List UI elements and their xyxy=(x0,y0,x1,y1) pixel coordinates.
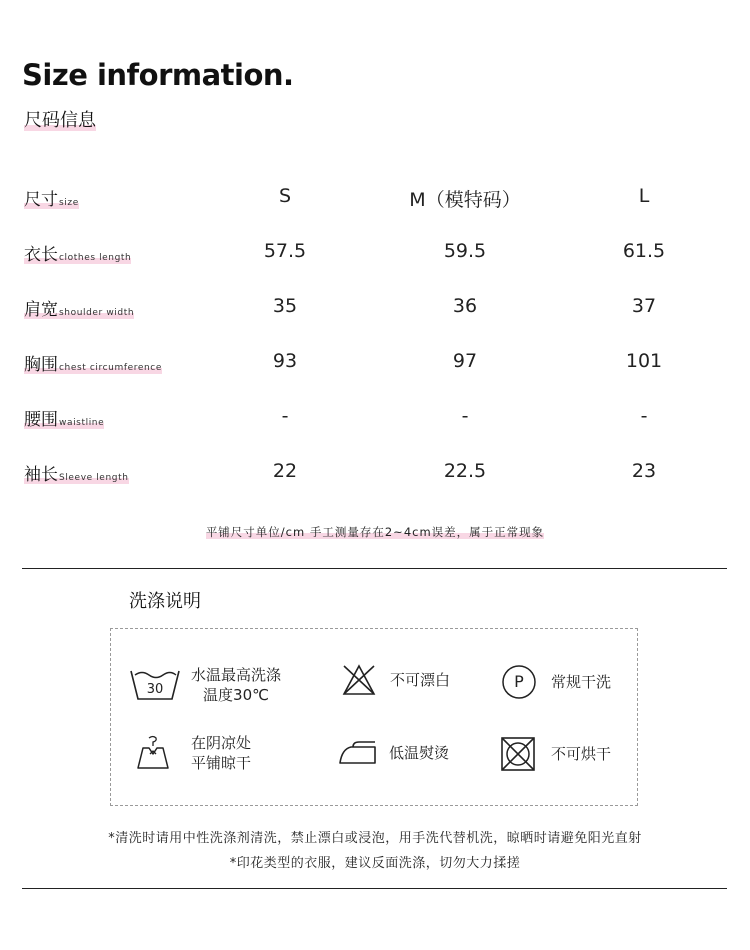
care-text-line: 温度30℃ xyxy=(203,686,269,704)
care-text-line: 水温最高洗涤 xyxy=(191,666,282,684)
care-item-dryclean xyxy=(501,664,611,700)
care-item-tumble xyxy=(499,736,611,772)
care-footnote-1: *清洗时请用中性洗涤剂清洗，禁止漂白或浸泡，用手洗代替机洗，晾晒时请避免阳光直射 xyxy=(108,831,642,846)
row-label xyxy=(24,460,129,485)
care-text: 常规干洗 xyxy=(551,673,612,691)
page-subtitle: 尺码信息 xyxy=(24,106,96,132)
row-label-zh: 尺寸 xyxy=(24,190,58,210)
row-label-zh: 胸围 xyxy=(24,355,58,375)
row-label-en: chest circumference xyxy=(59,363,162,373)
dry-flat-shade-icon xyxy=(133,734,173,772)
row-label-en: Sleeve length xyxy=(59,473,129,483)
care-item-iron xyxy=(337,739,449,767)
row-label xyxy=(24,405,104,430)
wash-30-icon xyxy=(129,667,181,703)
row-label-zh: 衣长 xyxy=(24,245,58,265)
row-label xyxy=(24,295,134,320)
care-text: 不可烘干 xyxy=(551,745,612,763)
divider xyxy=(22,888,727,889)
table-cell: 23 xyxy=(631,460,657,482)
table-cell: 37 xyxy=(631,295,657,317)
size-col-l: L xyxy=(638,185,650,207)
row-label-en: waistline xyxy=(59,418,105,428)
table-row xyxy=(0,460,750,490)
table-cell: - xyxy=(461,405,469,427)
care-title: 洗涤说明 xyxy=(129,591,201,612)
table-cell: 101 xyxy=(625,350,663,372)
care-item-bleach xyxy=(341,663,450,697)
measurement-note xyxy=(0,521,750,540)
size-col-m: M（模特码） xyxy=(409,189,521,211)
row-label xyxy=(24,350,162,375)
dry-clean-p-icon xyxy=(501,664,537,700)
care-text xyxy=(191,733,251,773)
size-table-header-row xyxy=(0,185,750,215)
row-label-zh: 腰围 xyxy=(24,410,58,430)
page-title: Size information. xyxy=(22,58,294,92)
table-cell: 22.5 xyxy=(443,460,487,482)
iron-low-icon xyxy=(337,739,379,767)
table-cell: 93 xyxy=(272,350,298,372)
size-col-s: S xyxy=(278,185,292,207)
no-bleach-icon xyxy=(341,663,377,697)
care-text-line: 平铺晾干 xyxy=(191,754,252,772)
care-item-wash xyxy=(129,665,281,705)
table-row xyxy=(0,295,750,325)
measurement-note-text: 平铺尺寸单位/cm 手工测量存在2~4cm误差，属于正常现象 xyxy=(205,525,545,539)
row-label xyxy=(24,240,131,265)
table-cell: 35 xyxy=(272,295,298,317)
row-label xyxy=(24,185,79,210)
table-cell: 36 xyxy=(452,295,478,317)
care-text: 低温熨烫 xyxy=(389,744,450,762)
row-label-en: shoulder width xyxy=(59,308,135,318)
table-cell: 61.5 xyxy=(622,240,666,262)
table-cell: - xyxy=(640,405,648,427)
table-cell: - xyxy=(281,405,289,427)
care-text: 不可漂白 xyxy=(390,671,451,689)
no-tumble-dry-icon xyxy=(499,736,537,772)
dry-clean-letter: P xyxy=(514,672,524,691)
table-cell: 59.5 xyxy=(443,240,487,262)
table-row xyxy=(0,405,750,435)
care-instructions-box xyxy=(110,628,638,806)
table-row xyxy=(0,350,750,380)
row-label-zh: 肩宽 xyxy=(24,300,58,320)
table-cell: 57.5 xyxy=(263,240,307,262)
table-row xyxy=(0,240,750,270)
care-text xyxy=(191,665,281,705)
wash-temp-label: 30 xyxy=(146,682,164,697)
divider xyxy=(22,568,727,569)
care-text-line: 在阴凉处 xyxy=(191,734,252,752)
table-cell: 97 xyxy=(452,350,478,372)
care-footnote-2: *印花类型的衣服，建议反面洗涤，切勿大力揉搓 xyxy=(229,856,521,871)
table-cell: 22 xyxy=(272,460,298,482)
row-label-en: size xyxy=(59,198,79,208)
care-item-dry xyxy=(133,733,251,773)
row-label-zh: 袖长 xyxy=(24,465,58,485)
row-label-en: clothes length xyxy=(59,253,132,263)
